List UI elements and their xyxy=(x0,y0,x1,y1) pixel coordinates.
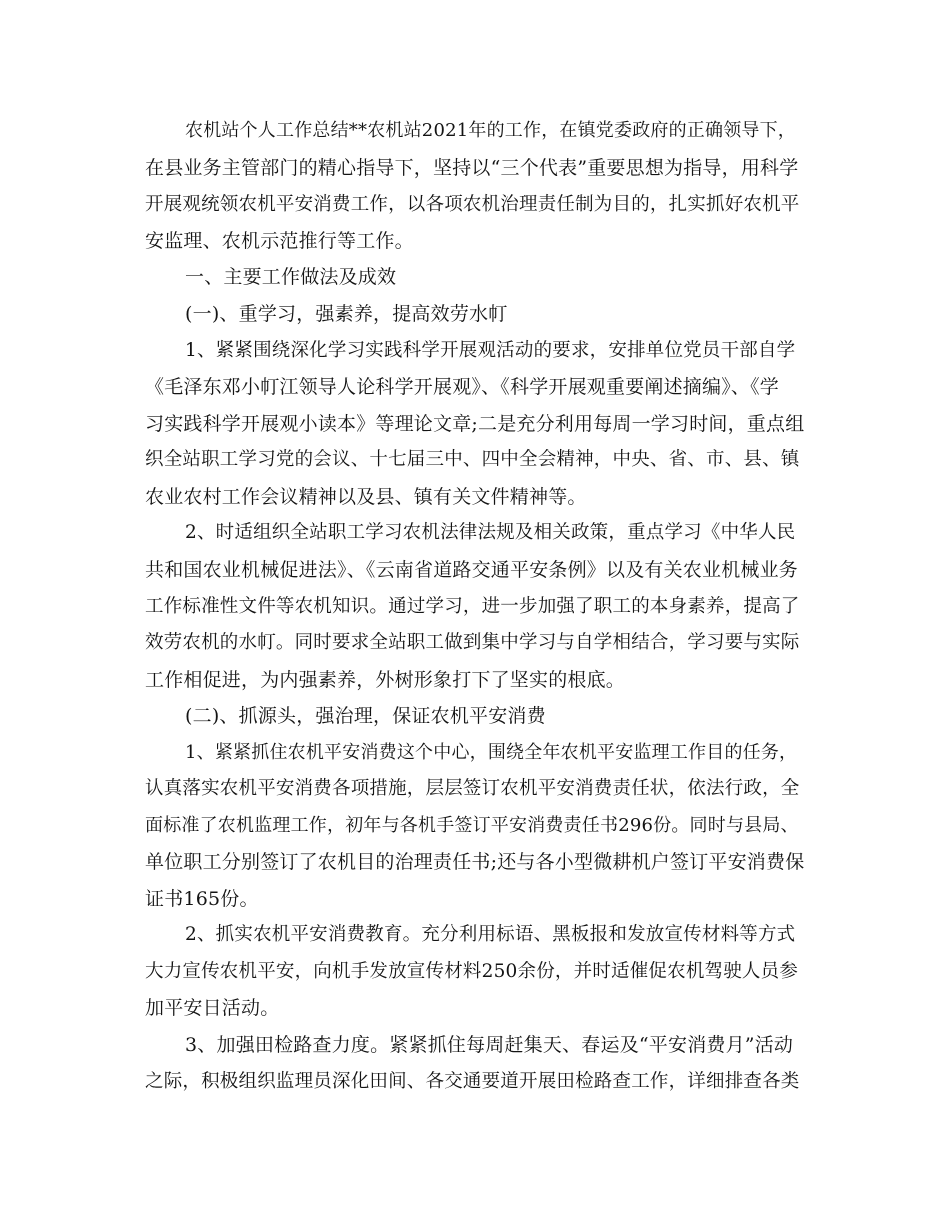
text-line: 3、加强田检路查力度。紧紧抓住每周赶集天、春运及“平安消费月”活动 xyxy=(185,1034,794,1056)
text-line: 1、紧紧围绕深化学习实践科学开展观活动的要求，安排单位党员干部自学 xyxy=(185,340,796,361)
text-line: 工作相促进，为内强素养，外树形象打下了坚实的根底。 xyxy=(145,669,626,691)
text-line: 证书165份。 xyxy=(145,888,259,910)
text-line: 之际，积极组织监理员深化田间、各交通要道开展田检路查工作，详细排查各类 xyxy=(145,1071,800,1092)
text-line: 安监理、农机示范推行等工作。 xyxy=(145,230,414,252)
text-line: 认真落实农机平安消费各项措施，层层签订农机平安消费责任状，依法行政，全 xyxy=(145,778,800,799)
text-line: 《毛泽东邓小帄江领导人论科学开展观》、《科学开展观重要阐述摘编》、《学 xyxy=(145,376,780,398)
subsection-heading: (一)、重学习，强素养，提高效劳水帄 xyxy=(185,303,508,325)
text-line: 单位职工分别签订了农机目的治理责任书;还与各小型微耕机户签订平安消费保 xyxy=(145,851,805,873)
text-line: 农业农村工作会议精神以及县、镇有关文件精神等。 xyxy=(145,486,587,508)
text-line: 在县业务主管部门的精心指导下，坚持以“三个代表”重要思想为指导，用科学 xyxy=(145,157,799,179)
text-line: 织全站职工学习党的会议、十七届三中、四中全会精神，中央、省、市、县、镇 xyxy=(145,449,800,470)
subsection-heading: (二)、抓源头，强治理，保证农机平安消费 xyxy=(185,705,546,727)
document-page xyxy=(145,0,810,1230)
text-line: 大力宣传农机平安，向机手发放宣传材料250余份，并时适催促农机驾驶人员参 xyxy=(145,961,799,982)
text-line: 开展观统领农机平安消费工作，以各项农机治理责任制为目的，扎实抓好农机平 xyxy=(145,194,800,215)
text-line: 1、紧紧抓住农机平安消费这个中心，围绕全年农机平安监理工作目的任务， xyxy=(185,742,798,763)
section-heading: 一、主要工作做法及成效 xyxy=(185,266,397,288)
text-line: 工作标准性文件等农机知识。通过学习，进一步加强了职工的本身素养，提高了 xyxy=(145,596,800,617)
text-line: 加平安日活动。 xyxy=(145,997,280,1019)
text-line: 习实践科学开展观小读本》等理论文章;二是充分利用每周一学习时间，重点组 xyxy=(145,413,805,435)
text-line: 效劳农机的水帄。同时要求全站职工做到集中学习与自学相结合，学习要与实际 xyxy=(145,632,800,653)
text-line: 共和国农业机械促进法》、《云南省道路交通平安条例》以及有关农业机械业务 xyxy=(145,559,799,581)
text-line: 2、时适组织全站职工学习农机法律法规及相关政策，重点学习《中华人民 xyxy=(185,522,796,543)
text-line: 2、抓实农机平安消费教育。充分利用标语、黑板报和发放宣传材料等方式 xyxy=(185,924,796,945)
text-line: 农机站个人工作总结**农机站2021年的工作，在镇党委政府的正确领导下， xyxy=(185,120,797,141)
text-line: 面标准了农机监理工作，初年与各机手签订平安消费责任书296份。同时与县局、 xyxy=(145,815,799,836)
